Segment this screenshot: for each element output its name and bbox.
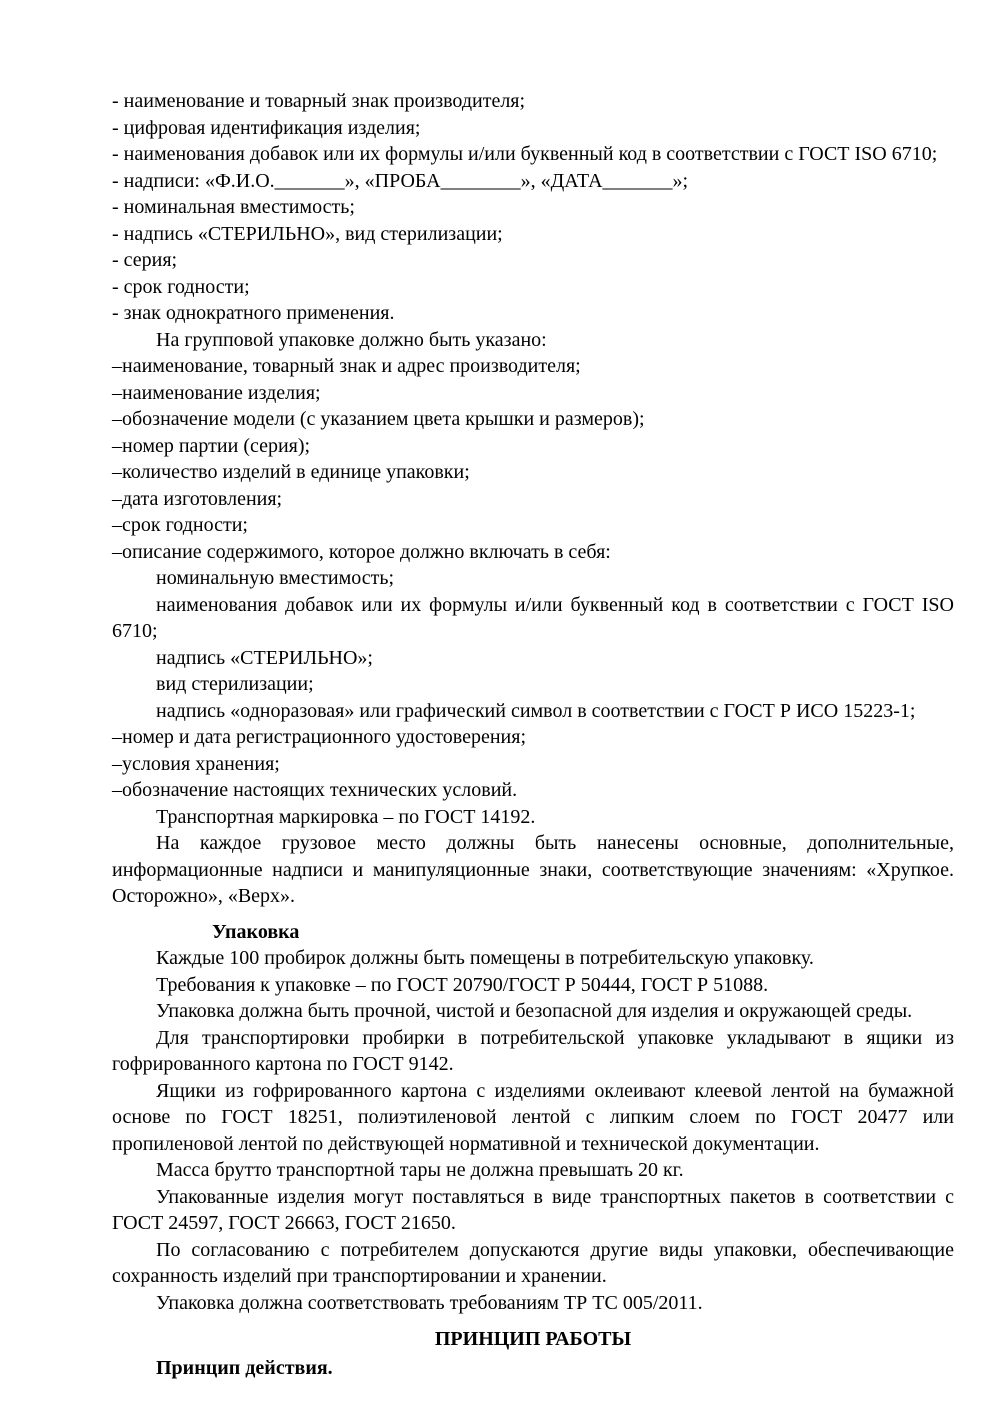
unit-marking-item: - знак однократного применения. [112, 302, 395, 324]
contents-description-item: наименования добавок или их формулы и/или буквенный код в соответствии с ГОСТ ISO 6710; [112, 593, 954, 642]
group-marking-item: –обозначение настоящих технических условий. [112, 779, 518, 801]
group-packaging-intro: На групповой упаковке должно быть указано: [156, 328, 547, 351]
packaging-paragraph: Ящики из гофрированного картона с изделиями оклеивают клеевой лентой на бумажной основе по ГОСТ 18251, полиэтиленовой лентой с липким слоем по ГОСТ 20477 или пропиленовой лентой по действующей нормативной и технической документации. [112, 1079, 954, 1155]
transport-marking-paragraph: На каждое грузовое место должны быть нанесены основные, дополнительные, информационные надписи и манипуляционные знаки, соответствующие значениям: «Хрупкое. Осторожно», «Верх». [112, 832, 954, 907]
packaging-paragraph: По согласованию с потребителем допускаются другие виды упаковки, обеспечивающие сохранность изделий при транспортировании и хранении. [112, 1238, 954, 1287]
section-heading-principle-of-work: ПРИНЦИП РАБОТЫ [434, 1328, 632, 1350]
group-marking-item: –номер и дата регистрационного удостоверения; [112, 726, 527, 748]
section-heading-packaging: Упаковка [212, 920, 300, 943]
packaging-paragraph: Для транспортировки пробирки в потребительской упаковке укладывают в ящики из гофрированного картона по ГОСТ 9142. [112, 1026, 954, 1075]
group-marking-item: –описание содержимого, которое должно включать в себя: [112, 540, 611, 563]
unit-marking-item: - наименование и товарный знак производителя; [112, 90, 526, 112]
group-marking-item: –обозначение модели (с указанием цвета крышки и размеров); [112, 408, 645, 430]
unit-marking-item: - серия; [112, 249, 178, 271]
group-marking-item: –наименование изделия; [112, 381, 321, 404]
document-content [112, 88, 954, 1381]
unit-marking-item: - наименования добавок или их формулы и/или буквенный код в соответствии с ГОСТ ISO 6710; [112, 143, 938, 165]
contents-description-item: вид стерилизации; [156, 673, 314, 695]
group-marking-item: –срок годности; [112, 514, 248, 536]
packaging-paragraph: Упаковка должна соответствовать требованиям ТР ТС 005/2011. [156, 1291, 703, 1314]
contents-description-item: надпись «СТЕРИЛЬНО»; [156, 646, 373, 669]
principle-subheading: Принцип действия. [156, 1356, 333, 1379]
contents-description-item: надпись «одноразовая» или графический символ в соответствии с ГОСТ Р ИСО 15223-1; [156, 699, 916, 722]
packaging-paragraph: Каждые 100 пробирок должны быть помещены в потребительскую упаковку. [156, 947, 814, 969]
unit-marking-item: - цифровая идентификация изделия; [112, 116, 421, 139]
packaging-paragraph: Требования к упаковке – по ГОСТ 20790/ГОСТ Р 50444, ГОСТ Р 51088. [156, 973, 769, 996]
unit-marking-item: - номинальная вместимость; [112, 196, 355, 218]
group-marking-item: –дата изготовления; [112, 487, 283, 510]
transport-marking-paragraph: Транспортная маркировка – по ГОСТ 14192. [156, 805, 536, 828]
contents-description-item: номинальную вместимость; [156, 567, 395, 589]
group-marking-item: –наименование, товарный знак и адрес производителя; [112, 355, 581, 377]
unit-marking-item: - надпись «СТЕРИЛЬНО», вид стерилизации; [112, 222, 503, 245]
unit-marking-item: - надписи: «Ф.И.О._______», «ПРОБА________», «ДАТА_______»; [112, 169, 689, 192]
unit-marking-item: - срок годности; [112, 275, 250, 298]
group-marking-item: –количество изделий в единице упаковки; [112, 461, 470, 483]
group-marking-item: –условия хранения; [112, 752, 280, 775]
packaging-paragraph: Упакованные изделия могут поставляться в виде транспортных пакетов в соответствии с ГОСТ 24597, ГОСТ 26663, ГОСТ 21650. [112, 1185, 954, 1234]
packaging-paragraph: Упаковка должна быть прочной, чистой и безопасной для изделия и окружающей среды. [156, 1000, 913, 1022]
packaging-paragraph: Масса брутто транспортной тары не должна превышать 20 кг. [156, 1159, 684, 1181]
group-marking-item: –номер партии (серия); [112, 434, 311, 457]
